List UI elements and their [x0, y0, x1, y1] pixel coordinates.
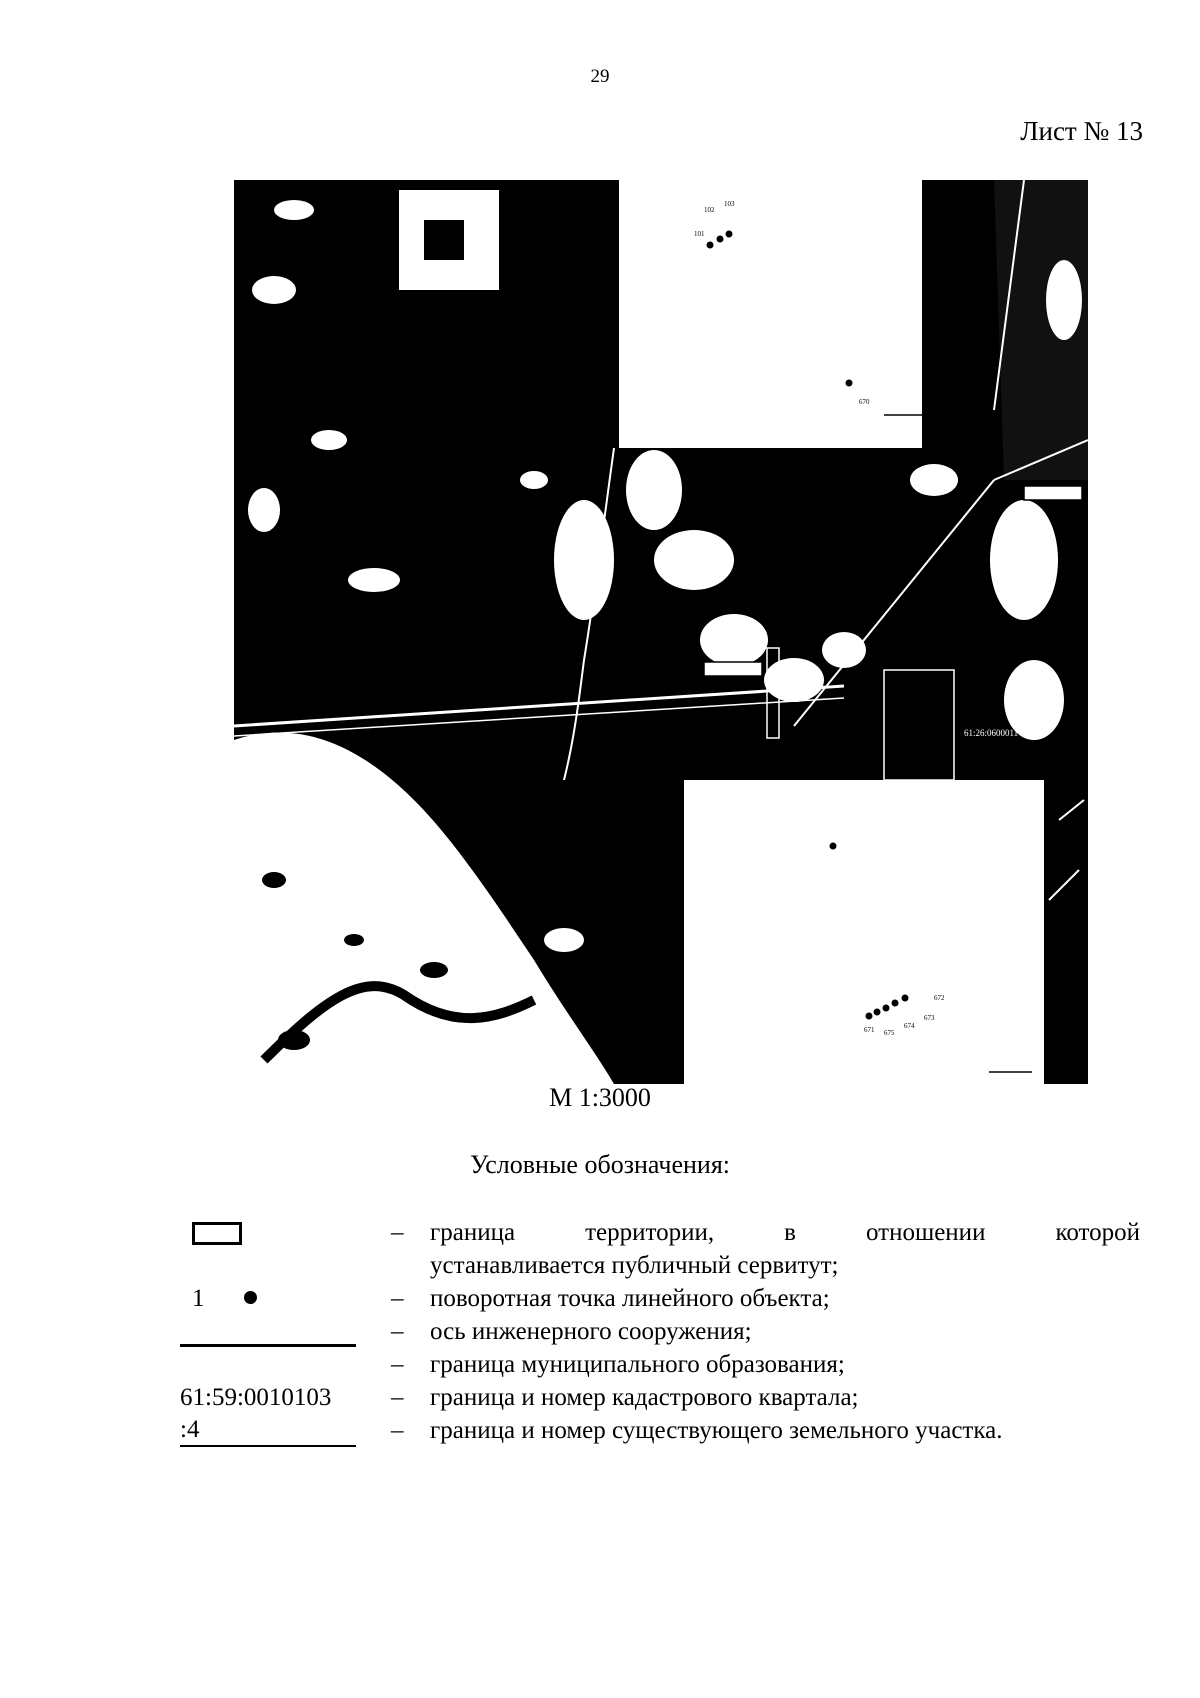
- legend-description: граница и номер кадастрового квартала;: [430, 1384, 859, 1411]
- point-label: 671: [864, 1026, 875, 1034]
- land-parcel-number: :4: [180, 1414, 356, 1447]
- legend-dash: –: [391, 1318, 404, 1345]
- legend-dash: –: [391, 1384, 404, 1411]
- cadastral-quarter-number: 61:59:0010103: [180, 1384, 332, 1411]
- point-label: 103: [724, 200, 735, 208]
- legend-description-continued: устанавливается публичный сервитут;: [430, 1252, 839, 1279]
- boundary-rectangle-icon: [192, 1222, 242, 1245]
- point-number: 1: [192, 1285, 205, 1312]
- turning-point-icon: [244, 1291, 257, 1304]
- point-label: 673: [924, 1014, 935, 1022]
- sheet-label: Лист № 13: [1020, 116, 1143, 146]
- legend-description: граница муниципального образования;: [430, 1351, 845, 1378]
- legend-description: граница и номер существующего земельного участка.: [430, 1417, 1003, 1444]
- map-image: [234, 180, 1088, 1084]
- point-label: 670: [859, 398, 870, 406]
- legend-description: ось инженерного сооружения;: [430, 1318, 752, 1345]
- point-label: 674: [904, 1022, 915, 1030]
- cadastral-map-label: 61:26:0600011: [964, 728, 1019, 738]
- municipal-boundary-line-icon: [180, 1344, 356, 1347]
- legend-description: поворотная точка линейного объекта;: [430, 1285, 830, 1312]
- legend-dash: –: [391, 1417, 404, 1444]
- legend-dash: –: [391, 1351, 404, 1378]
- point-label: 672: [934, 994, 945, 1002]
- legend-description: граница территории, в отношении которой: [430, 1219, 1140, 1246]
- legend-title: Условные обозначения:: [469, 1150, 731, 1179]
- legend-dash: –: [391, 1219, 404, 1246]
- point-label: 675: [884, 1029, 895, 1037]
- aerial-map: [234, 180, 1088, 1084]
- page-number: 29: [590, 66, 610, 87]
- point-label: 101: [694, 230, 705, 238]
- legend-dash: –: [391, 1285, 404, 1312]
- point-label: 102: [704, 206, 715, 214]
- map-scale: М 1:3000: [549, 1083, 651, 1112]
